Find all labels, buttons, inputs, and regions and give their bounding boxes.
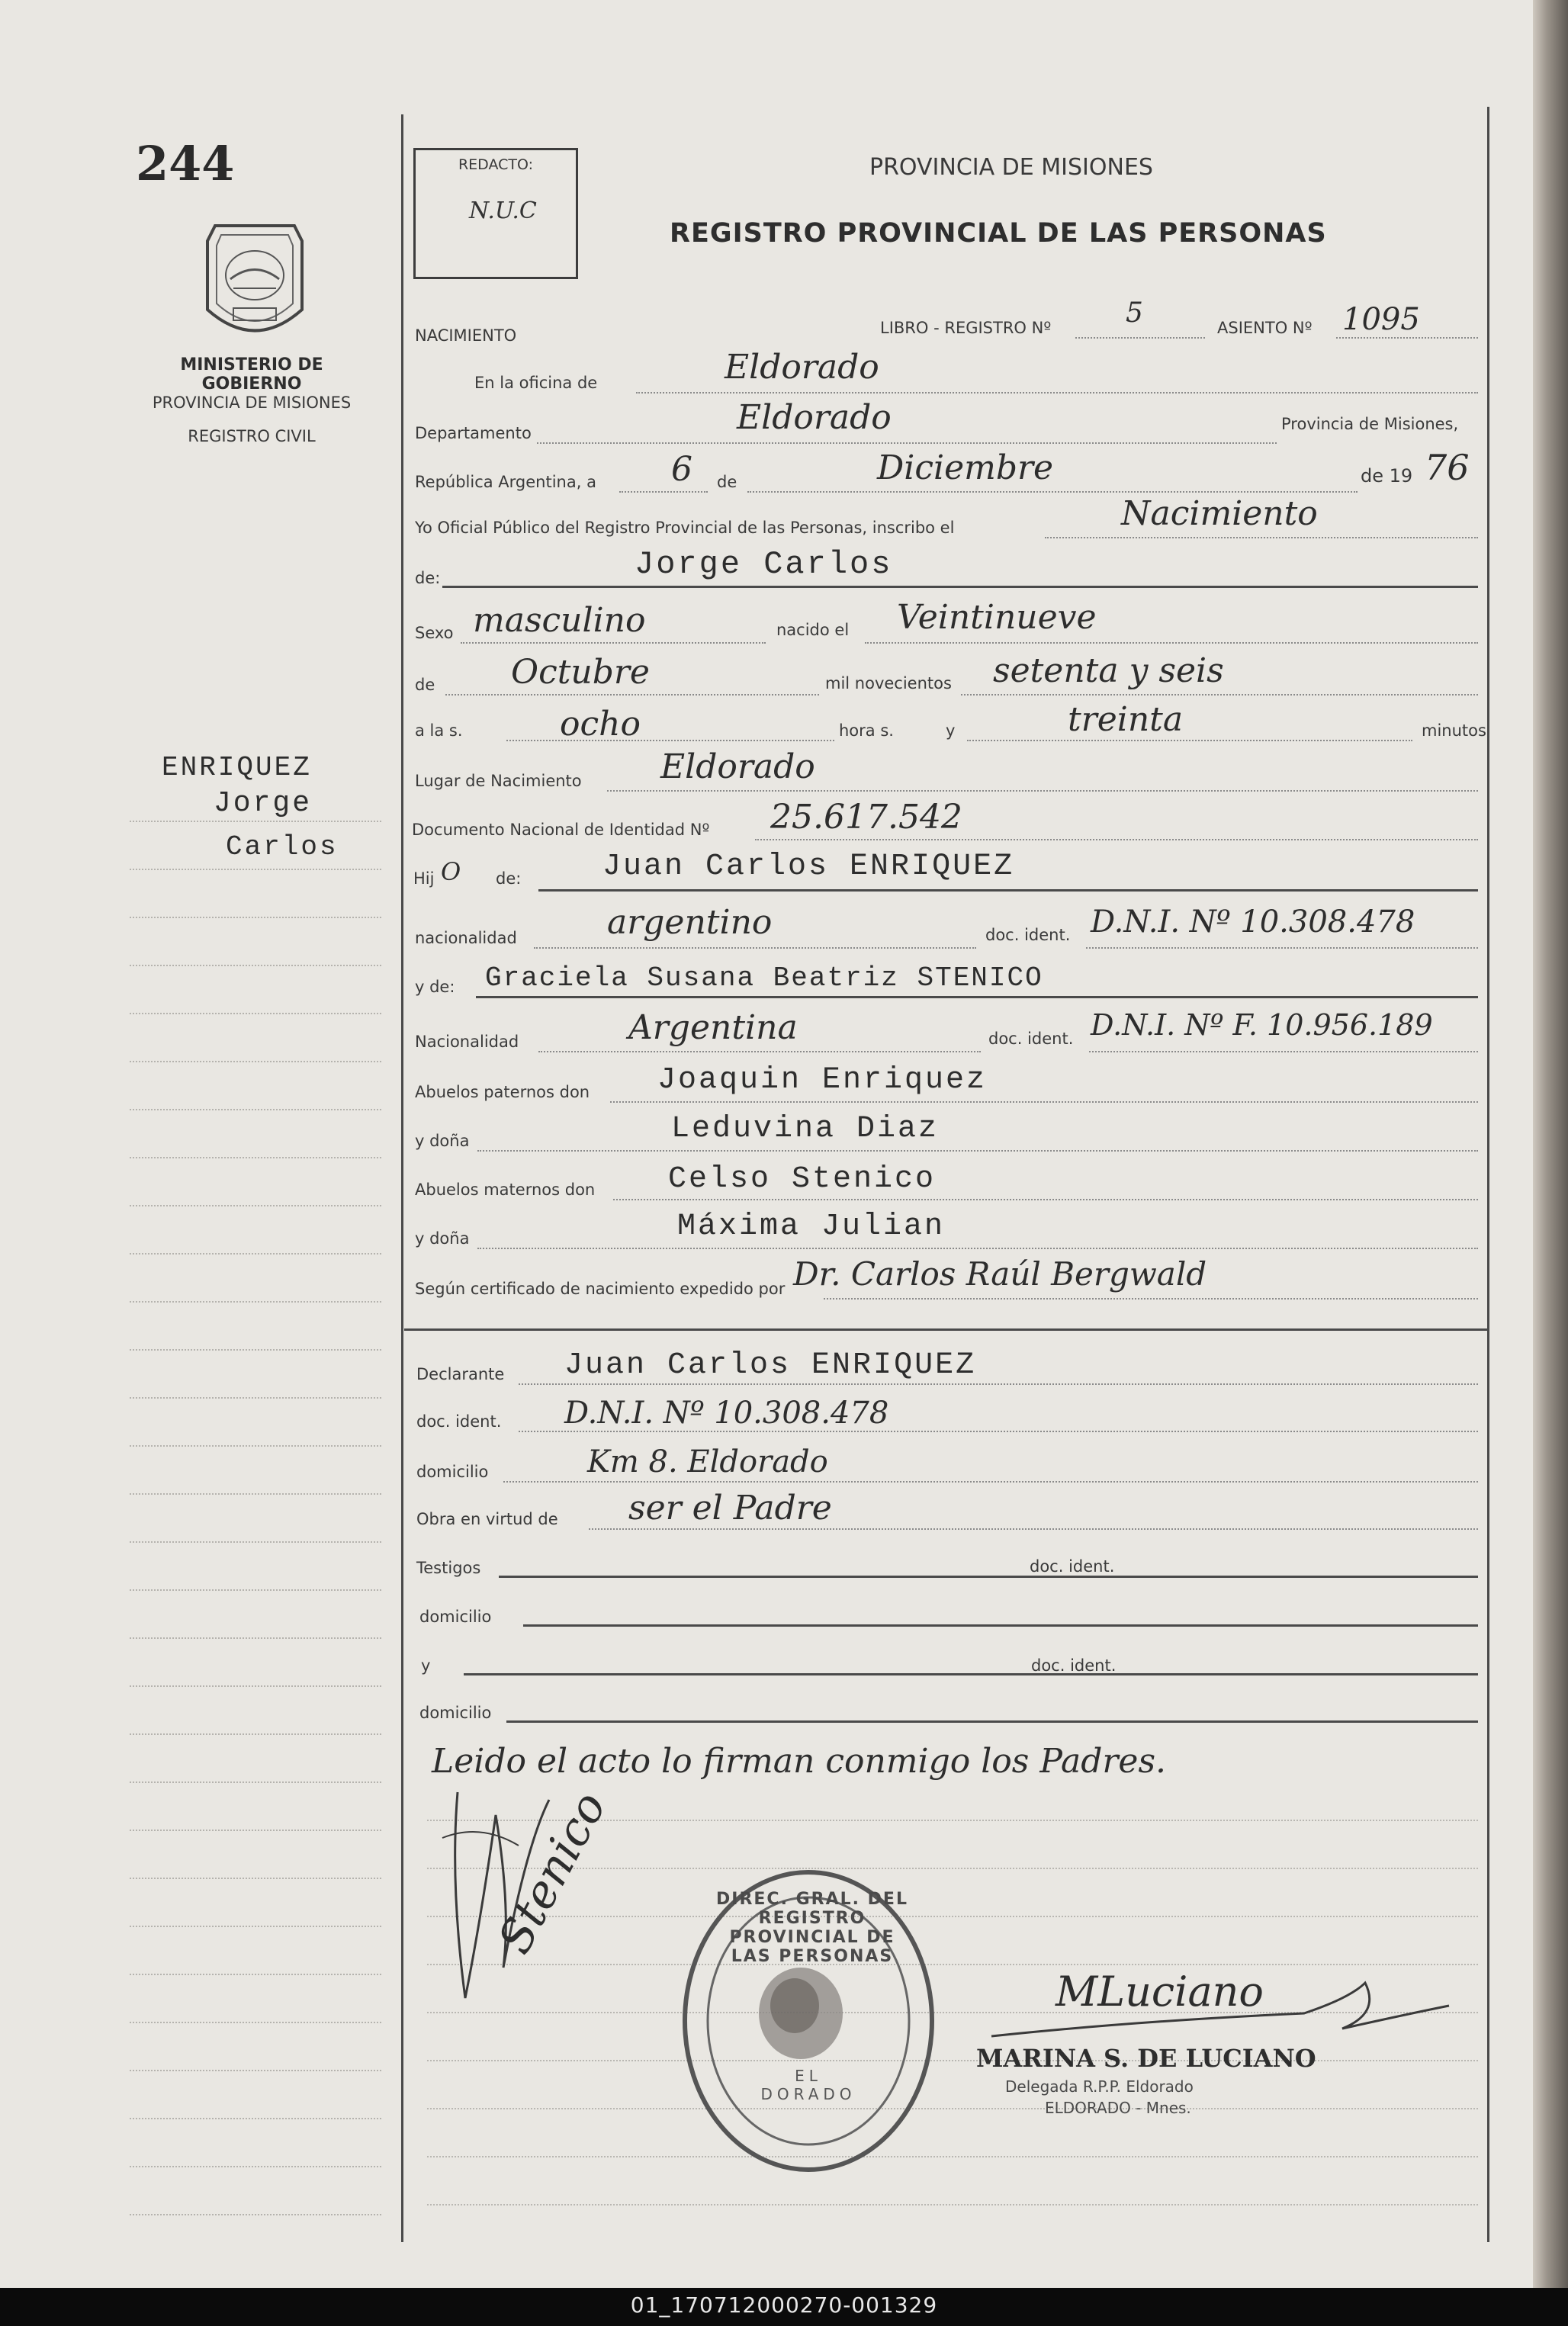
certificado-value: Dr. Carlos Raúl Bergwald [793,1255,1207,1293]
libro-line [1075,337,1205,339]
hora-value: ocho [560,705,641,744]
folio-number: 244 [136,136,235,191]
image-footer [0,2288,1568,2326]
departamento-value: Eldorado [737,398,892,437]
republica-label: República Argentina, a [415,473,596,491]
abuela-pat: Leduvina Diaz [671,1112,940,1146]
nombre-line [442,586,1478,588]
abuelo-pat: Joaquin Enriquez [657,1063,988,1097]
hora-line [506,740,834,741]
domicilio-value: Km 8. Eldorado [587,1444,828,1479]
margin-ruled-line [130,1541,381,1543]
mes-line [747,491,1358,493]
form-border-left [401,114,403,2242]
ala-label: a la s. [415,721,463,740]
nacido-mes-value: Octubre [511,653,650,692]
margin-ruled-line [130,2118,381,2119]
lower-ruled-line [427,2060,1478,2061]
mil-label: mil novecientos [825,674,952,692]
provincia-label: Provincia de Misiones, [1281,415,1459,433]
lower-ruled-line [427,2156,1478,2157]
y-label: y [946,721,956,740]
lower-ruled-line [427,2204,1478,2206]
minutos-line [967,740,1412,741]
dni-value: 25.617.542 [770,798,962,837]
declarante-doc: D.N.I. Nº 10.308.478 [564,1396,889,1431]
abuelos-mat-label: Abuelos maternos don [415,1181,596,1199]
provincia-de-misiones-seal-icon [200,218,310,348]
stamp-bottom: EL DORADO [760,2067,856,2103]
domicilio3-line [506,1720,1478,1723]
inscribo-line [1045,537,1478,538]
libro-value: 5 [1126,297,1143,329]
nacido-label: nacido el [776,621,850,639]
declarante-doc-line [519,1431,1478,1432]
section-divider [404,1328,1487,1331]
dni-line [755,839,1478,840]
abuela-mat-line [477,1248,1478,1249]
margin-ruled-line [130,1589,381,1591]
lugar-value: Eldorado [660,747,815,786]
margin-ruled-line [130,1205,381,1206]
margin-ruled-line [130,1637,381,1639]
departamento-line [537,442,1277,444]
lower-ruled-line [427,2108,1478,2109]
sexo-line [461,642,766,644]
margin-annotation-name1: Jorge [214,787,313,820]
margin-annotation-surname: ENRIQUEZ [162,752,312,783]
margin-ruled-line [130,1397,381,1399]
y2-label: y [421,1656,431,1675]
dia-line [619,491,708,493]
margin-ruled-line [130,1349,381,1351]
asiento-line [1336,337,1478,339]
padre-line [538,889,1478,892]
header-registry: REGISTRO PROVINCIAL DE LAS PERSONAS [670,218,1327,249]
abuelo-pat-line [610,1101,1478,1103]
redacto-value: N.U.C [469,198,537,224]
abuelo-mat-line [613,1199,1478,1200]
nacimiento-label: NACIMIENTO [415,326,517,345]
nacionalidad2-label: Nacionalidad [415,1033,519,1051]
declarante-doc-label: doc. ident. [416,1412,502,1431]
obra-value: ser el Padre [628,1489,832,1528]
official-signature: MLuciano [1056,1968,1264,2016]
nacido-mes-line [445,694,819,696]
declarante-value: Juan Carlos ENRIQUEZ [564,1348,977,1383]
margin-ruled-line [130,2214,381,2215]
hijo-suffix: O [441,857,461,886]
margin-ruled-line [130,1253,381,1255]
lugar-line [607,790,1478,792]
ministry-office: REGISTRO CIVIL [188,427,316,445]
declarante-label: Declarante [416,1365,505,1383]
sexo-label: Sexo [415,624,454,642]
ministry-province: PROVINCIA DE MISIONES [152,394,352,412]
abuelo-mat: Celso Stenico [668,1162,937,1197]
domicilio2-label: domicilio [419,1608,492,1626]
inscribo-label: Yo Oficial Público del Registro Provincial de las Personas, inscribo el [415,519,955,537]
inscribo-value: Nacimiento [1121,494,1318,533]
nombre-value: Jorge Carlos [635,546,893,583]
anio-label: de 19 [1361,465,1413,487]
oficina-value: Eldorado [725,348,879,387]
margin-ruled-line [130,2022,381,2023]
margin-ruled-line [130,1013,381,1014]
margin-ruled-line [130,1157,381,1158]
header-province: PROVINCIA DE MISIONES [869,154,1153,181]
testigos-label: Testigos [416,1559,481,1577]
padre-doc-line [1086,947,1478,949]
margin-ruled-line [130,1301,381,1303]
padre-value: Juan Carlos ENRIQUEZ [602,850,1015,884]
oficina-label: En la oficina de [474,374,598,392]
doc-ident2-label: doc. ident. [1031,1656,1117,1675]
margin-ruled-line [130,1974,381,1975]
departamento-label: Departamento [415,424,532,442]
obra-line [589,1528,1478,1530]
hijo-label: Hij [413,869,435,888]
nacionalidad-label: nacionalidad [415,929,517,947]
margin-annotation-name2: Carlos [226,831,339,863]
dni-label: Documento Nacional de Identidad Nº [412,821,710,839]
sexo-value: masculino [473,601,646,640]
ydona-mat-label: y doña [415,1229,470,1248]
domicilio2-line [523,1624,1478,1627]
yde-label: y de: [415,978,455,996]
testigos-line [499,1576,1478,1578]
domicilio3-label: domicilio [419,1704,492,1722]
official-name: MARINA S. DE LUCIANO [976,2044,1316,2073]
margin-ruled-line [130,1878,381,1879]
oficina-line [636,392,1478,394]
official-role: Delegada R.P.P. Eldorado [1005,2077,1194,2096]
margin-ruled-line [130,2070,381,2071]
certificado-line [824,1298,1478,1300]
asiento-value: 1095 [1342,302,1420,337]
declarante-line [519,1383,1478,1385]
book-spine [1533,0,1568,2288]
domicilio-label: domicilio [416,1463,489,1481]
asiento-label: ASIENTO Nº [1217,319,1313,337]
margin-ruled-line [130,869,381,870]
anio-value: 76 [1425,447,1470,488]
madre-value: Graciela Susana Beatriz STENICO [485,962,1043,994]
padre-doc-label: doc. ident. [985,926,1071,944]
domicilio-line [503,1481,1478,1483]
madre-doc-line [1089,1051,1478,1052]
closing-note: Leido el acto lo firman conmigo los Padres. [432,1742,1167,1781]
redacto-box [413,148,578,279]
madre-line [476,996,1478,998]
ministry-title: MINISTERIO DE GOBIERNO [180,355,323,394]
margin-ruled-line [130,1493,381,1495]
padre-nacionalidad-line [534,947,976,949]
margin-ruled-line [130,1830,381,1831]
margin-ruled-line [130,965,381,966]
official-place: ELDORADO - Mnes. [1045,2099,1191,2117]
abuela-mat: Máxima Julian [677,1210,946,1244]
margin-ruled-line [130,1685,381,1687]
margin-ruled-line [130,917,381,918]
horas-label: hora s. [839,721,894,740]
abuelos-pat-label: Abuelos paternos don [415,1083,590,1101]
de-nombre-label: de: [415,569,441,587]
hijo-de-label: de: [496,869,522,888]
margin-ruled-line [130,2166,381,2167]
madre-nacionalidad: Argentina [628,1008,798,1047]
madre-nacionalidad-line [538,1051,981,1052]
parent-signature-2: Stenico [488,1783,617,1962]
margin-ruled-line [130,1445,381,1447]
minutos-value: treinta [1068,700,1184,739]
padre-doc: D.N.I. Nº 10.308.478 [1091,904,1415,940]
madre-doc-label: doc. ident. [988,1030,1074,1048]
madre-doc: D.N.I. Nº F. 10.956.189 [1091,1008,1433,1042]
de-mes-label: de [415,676,435,694]
margin-ruled-line [130,1109,381,1110]
libro-label: LIBRO - REGISTRO Nº [880,319,1052,337]
margin-ruled-line [130,1926,381,1927]
form-border-right [1487,107,1489,2242]
stamp-text: DIREC. GRAL. DEL REGISTRO PROVINCIAL DE LAS PERSONAS [716,1890,908,1966]
nacido-line [865,642,1478,644]
redacto-label: REDACTO: [458,156,534,173]
y2-line [464,1673,1478,1675]
margin-ruled-line [130,1781,381,1783]
lugar-label: Lugar de Nacimiento [415,772,582,790]
margin-ruled-line [130,1733,381,1735]
obra-label: Obra en virtud de [416,1510,558,1528]
padre-nacionalidad: argentino [607,903,773,942]
dia-value: 6 [671,450,692,489]
abuela-pat-line [477,1150,1478,1152]
de-label: de [717,473,737,491]
minutos-label: minutos [1422,721,1486,740]
nacido-value: Veintinueve [897,598,1097,637]
testigos-doc-label: doc. ident. [1030,1557,1115,1576]
image-reference: 01_170712000270-001329 [630,2292,938,2318]
margin-ruled-line [130,1061,381,1062]
ydona-pat-label: y doña [415,1132,470,1150]
mes-value: Diciembre [877,448,1054,487]
nacido-anio-value: setenta y seis [993,651,1224,690]
nacido-anio-line [961,694,1478,696]
certificado-label: Según certificado de nacimiento expedido por [415,1280,786,1298]
margin-ruled-line [130,821,381,822]
